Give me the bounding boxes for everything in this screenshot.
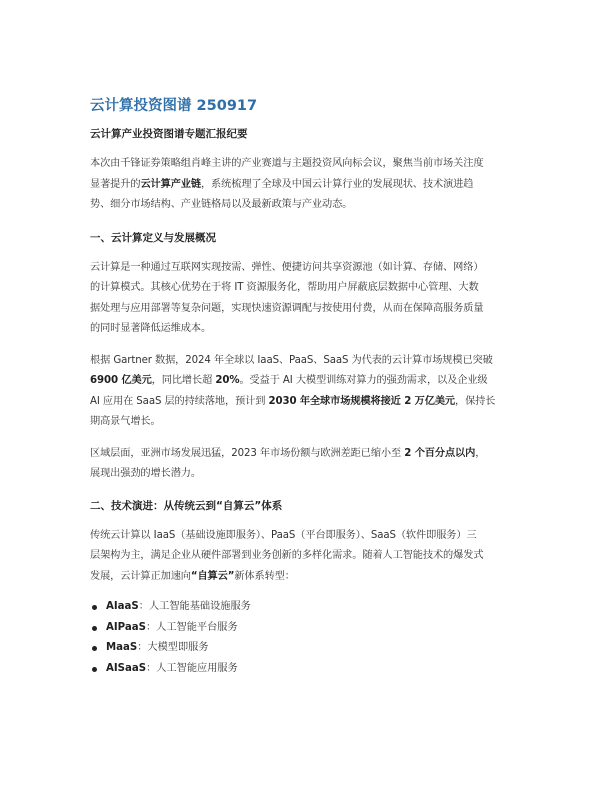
list-item-term: AIPaaS bbox=[106, 621, 146, 633]
list-item-desc: ：人工智能基础设施服务 bbox=[138, 601, 251, 612]
s1p3-line-1-text: 区域层面，亚洲市场发展迅猛，2023 年市场份额与欧洲差距已缩小至 bbox=[90, 447, 405, 459]
list-item-term: AISaaS bbox=[106, 662, 147, 674]
section-1-paragraph-3 bbox=[90, 444, 526, 485]
s1p3-line-2: 展现出强劲的增长潜力。 bbox=[90, 468, 201, 479]
s2p1-line-3-text: 发展，云计算正加速向 bbox=[90, 570, 191, 582]
s1p2-line-2-tail: 。受益于 AI 大模型训练对算力的强劲需求，以及企业级 bbox=[239, 375, 488, 386]
list-item bbox=[90, 659, 526, 680]
service-type-list bbox=[90, 597, 526, 679]
s1p2-line-3-text: AI 应用在 SaaS 层的持续落地，预计到 bbox=[90, 395, 269, 407]
s1p3-line-1 bbox=[90, 444, 526, 465]
intro-line-2-tail: ，系统梳理了全球及中国云计算行业的发展现状、技术演进趋 bbox=[200, 178, 474, 190]
share-gap-value: 2 个百分点以内 bbox=[404, 447, 476, 459]
list-item-term: MaaS bbox=[106, 642, 138, 653]
intro-line-2 bbox=[90, 175, 526, 196]
s1p2-line-2-mid: ，同比增长超 bbox=[151, 375, 216, 386]
document-title: 云计算投资图谱 250917 bbox=[90, 98, 258, 114]
s1p2-line-2 bbox=[90, 371, 526, 392]
bullet-dot-icon bbox=[92, 626, 97, 631]
intro-paragraph bbox=[90, 154, 526, 216]
bullet-dot-icon bbox=[92, 667, 97, 672]
list-item-term: AIaaS bbox=[106, 601, 139, 612]
intro-line-2-text: 显著提升的 bbox=[90, 178, 141, 190]
list-item-desc: ：大模型即服务 bbox=[137, 642, 209, 653]
s1p2-line-1: 根据 Gartner 数据，2024 年全球以 IaaS、PaaS、SaaS 为代表的云计算市场规模已突破 bbox=[90, 354, 493, 366]
s1p2-line-3-tail: ，保持长 bbox=[455, 395, 496, 407]
document-subtitle: 云计算产业投资图谱专题汇报纪要 bbox=[90, 128, 248, 140]
bullet-dot-icon bbox=[92, 605, 97, 610]
document-content bbox=[90, 96, 526, 679]
list-item bbox=[90, 638, 526, 659]
s1p1-line-4: 的同时显著降低运维成本。 bbox=[90, 323, 212, 334]
section-2-paragraph-1 bbox=[90, 526, 526, 588]
s1p1-line-3: 据处理与应用部署等复杂问题，实现快速资源调配与按使用付费，从而在保障高服务质量 bbox=[90, 302, 484, 314]
s2p1-line-1: 传统云计算以 IaaS（基础设施即服务）、PaaS（平台即服务）、SaaS（软件即服务）三 bbox=[90, 529, 477, 541]
self-compute-cloud-term: “自算云” bbox=[190, 570, 235, 582]
section-1-paragraph-2 bbox=[90, 351, 526, 433]
s1p1-line-2: 的计算模式。其核心优势在于将 IT 资源服务化，帮助用户屏蔽底层数据中心管理、大数 bbox=[90, 282, 479, 293]
intro-line-1: 本次由千锋证券策略组肖峰主讲的产业赛道与主题投资风向标会议，聚焦当前市场关注度 bbox=[90, 158, 484, 169]
s2p1-line-3-tail: 新体系转型： bbox=[234, 570, 295, 582]
s2p1-line-2: 层架构为主，满足企业从硬件部署到业务创新的多样化需求。随着人工智能技术的爆发式 bbox=[90, 550, 484, 561]
market-size-value: 6900 亿美元 bbox=[90, 375, 152, 386]
list-item bbox=[90, 597, 526, 618]
list-item bbox=[90, 618, 526, 639]
forecast-value: 2030 年全球市场规模将接近 2 万亿美元 bbox=[268, 395, 455, 407]
s1p3-line-1-tail: ， bbox=[475, 447, 486, 459]
section-1-heading: 一、云计算定义与发展概况 bbox=[90, 231, 216, 244]
s1p1-line-1: 云计算是一种通过互联网实现按需、弹性、便捷访问共享资源池（如计算、存储、网络） bbox=[90, 261, 484, 273]
intro-highlight: 云计算产业链 bbox=[140, 178, 201, 190]
s2p1-line-3 bbox=[90, 567, 526, 588]
list-item-desc: ：人工智能平台服务 bbox=[145, 621, 238, 633]
bullet-dot-icon bbox=[92, 646, 97, 651]
list-item-desc: ：人工智能应用服务 bbox=[146, 662, 238, 674]
s1p2-line-4: 期高景气增长。 bbox=[90, 416, 161, 427]
intro-line-3: 势、细分市场结构、产业链格局以及最新政策与产业动态。 bbox=[90, 199, 353, 210]
growth-rate-value: 20% bbox=[215, 375, 240, 386]
section-2-heading: 二、技术演进：从传统云到“自算云”体系 bbox=[90, 499, 283, 512]
section-1-paragraph-1 bbox=[90, 258, 526, 340]
s1p2-line-3 bbox=[90, 392, 526, 413]
